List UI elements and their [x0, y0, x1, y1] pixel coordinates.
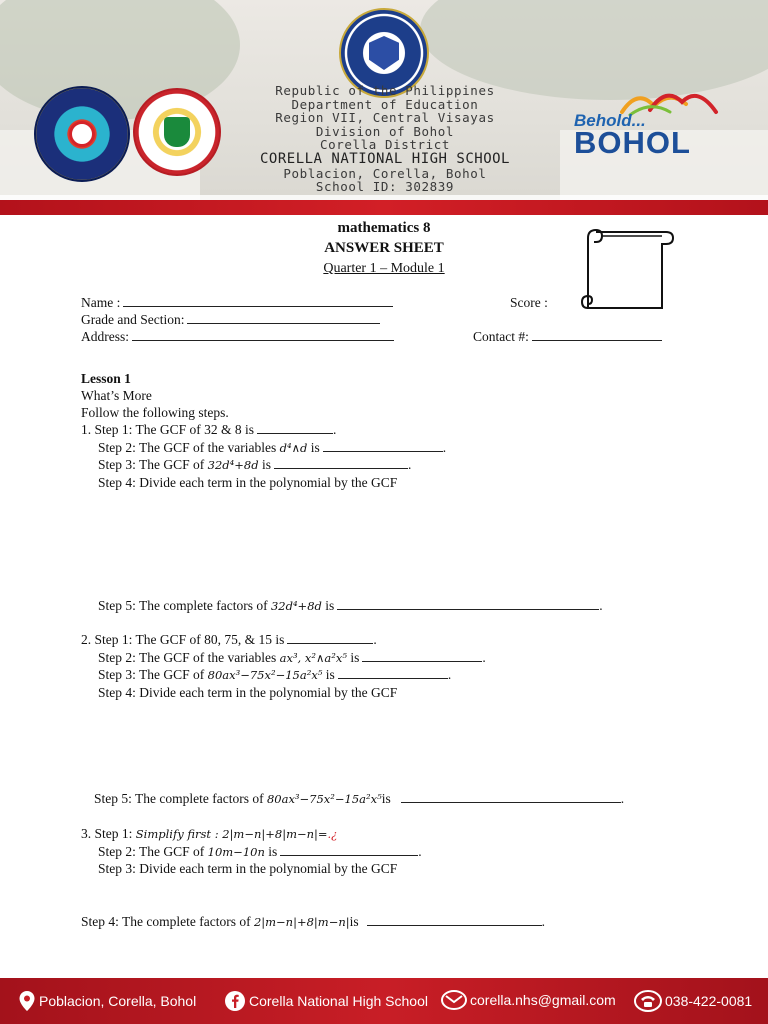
p2-step3-text: Step 3: The GCF of: [98, 667, 205, 682]
footer-location: [18, 990, 196, 1012]
p2-step3-is: is: [325, 667, 335, 682]
footer-phone-text: 038-422-0081: [665, 993, 753, 1009]
p1-step2: Step 2: The GCF of the variables d⁴∧d is .: [98, 440, 447, 455]
lesson-section: What’s More: [81, 388, 152, 403]
facebook-icon: [224, 990, 246, 1012]
letterhead-line: Corella District: [319, 137, 450, 152]
letterhead-line: Republic of the Philippines: [275, 83, 495, 98]
p1-step5-answer-line[interactable]: [337, 598, 599, 610]
letterhead-line: Department of Education: [291, 96, 479, 112]
behold-text: Behold...: [574, 111, 646, 130]
p2-step2-is: is: [350, 650, 360, 665]
grade-section-field: [81, 312, 380, 328]
address-input-line[interactable]: [132, 329, 394, 341]
p1-step2-math: d⁴∧d: [279, 441, 308, 455]
p2-step3: Step 3: The GCF of 80ax³−75x²−15a²x⁵ is .: [98, 667, 452, 682]
footer-facebook: [224, 990, 428, 1012]
p1-step5-text: Step 5: The complete factors of: [98, 598, 268, 613]
email-icon: [441, 990, 467, 1010]
p3-step4-math: 2|m−n|+8|m−n|: [253, 915, 350, 929]
p3-step2-is: is: [268, 844, 278, 859]
footer-phone: [634, 990, 752, 1012]
subject-title: mathematics 8: [337, 220, 431, 236]
address-field: [81, 329, 394, 345]
p3-step1-symbol: .¿: [327, 827, 338, 841]
p1-step3-math: 32d⁴+8d: [207, 458, 259, 472]
p1-step4: Step 4: Divide each term in the polynomial by the GCF: [98, 475, 398, 490]
p3-step4-is: is: [349, 914, 359, 929]
p3-step2-math: 10m−10n: [207, 845, 265, 859]
p3-step1: [81, 826, 337, 842]
footer-email-text: corella.nhs@gmail.com: [470, 992, 616, 1008]
p1-step5: Step 5: The complete factors of 32d⁴+8d is .: [98, 598, 603, 613]
school-name: CORELLA NATIONAL HIGH SCHOOL: [259, 150, 510, 167]
footer-bar: [0, 978, 768, 1024]
letterhead: [0, 0, 768, 215]
footer-location-text: Poblacion, Corella, Bohol: [39, 993, 197, 1009]
header-red-stripe: [0, 200, 768, 215]
lesson-title: Lesson 1: [81, 371, 131, 386]
p2-step5-answer-line[interactable]: [401, 791, 621, 803]
p1-step3-answer-line[interactable]: [274, 457, 408, 469]
name-label: Name :: [81, 295, 121, 310]
p2-step5: Step 5: The complete factors of 80ax³−75x²−15a²x⁵is .: [94, 791, 625, 806]
contact-input-line[interactable]: [532, 329, 662, 341]
address-label: Address:: [81, 329, 129, 344]
behold-bohol-logo: [568, 84, 718, 160]
telephone-icon: [634, 990, 662, 1012]
quarter-module: Quarter 1 – Module 1: [323, 261, 445, 276]
p3-step4: Step 4: The complete factors of 2|m−n|+8|m−n|is .: [81, 914, 546, 929]
letterhead-line: Division of Bohol: [315, 123, 455, 139]
p1-step1-text: 1. Step 1: The GCF of 32 & 8 is: [81, 422, 255, 437]
p3-step3: Step 3: Divide each term in the polynomial by the GCF: [98, 861, 398, 876]
location-pin-icon: [18, 990, 36, 1012]
p3-step2: Step 2: The GCF of 10m−10n is .: [98, 844, 422, 859]
grade-section-input-line[interactable]: [187, 312, 380, 324]
p2-step2-math: ax³, x²∧a²x⁵: [279, 651, 347, 665]
school-id: School ID: 302839: [315, 179, 455, 194]
p1-step2-answer-line[interactable]: [323, 440, 443, 452]
p1-step5-math: 32d⁴+8d: [270, 599, 322, 613]
p1-step3-is: is: [261, 457, 271, 472]
p3-step1-math: Simplify first : 2|m−n|+8|m−n|=: [135, 827, 328, 841]
p1-step1: 1. Step 1: The GCF of 32 & 8 is .: [81, 422, 337, 437]
p3-step2-text: Step 2: The GCF of: [98, 844, 205, 859]
p2-step1-text: 2. Step 1: The GCF of 80, 75, & 15 is: [81, 632, 285, 647]
answer-sheet-title: ANSWER SHEET: [324, 240, 444, 256]
contact-field: [473, 329, 662, 345]
p1-step1-answer-line[interactable]: [257, 422, 333, 434]
p3-step1-text: 3. Step 1:: [81, 826, 133, 841]
name-field: [81, 295, 393, 311]
letterhead-text: [200, 84, 570, 194]
p2-step2: Step 2: The GCF of the variables ax³, x²∧a²x⁵ is .: [98, 650, 486, 665]
p2-step5-math: 80ax³−75x²−15a²x⁵: [266, 792, 382, 806]
school-address: Poblacion, Corella, Bohol: [283, 165, 487, 181]
p2-step3-math: 80ax³−75x²−15a²x⁵: [207, 668, 323, 682]
p1-step2-text: Step 2: The GCF of the variables: [98, 440, 277, 455]
division-of-bohol-seal-logo: [34, 86, 130, 182]
p2-step5-text: Step 5: The complete factors of: [94, 791, 264, 806]
name-input-line[interactable]: [123, 295, 393, 307]
p2-step5-is: is: [381, 791, 391, 806]
score-scroll-icon: [578, 224, 678, 316]
p3-step2-answer-line[interactable]: [280, 844, 418, 856]
p2-step1: 2. Step 1: The GCF of 80, 75, & 15 is .: [81, 632, 377, 647]
p3-step4-answer-line[interactable]: [367, 914, 542, 926]
p3-step4-text: Step 4: The complete factors of: [81, 914, 251, 929]
p2-step3-answer-line[interactable]: [338, 667, 448, 679]
p2-step2-answer-line[interactable]: [362, 650, 482, 662]
score-label: Score :: [510, 295, 548, 310]
grade-section-label: Grade and Section:: [81, 312, 185, 327]
bohol-text: BOHOL: [574, 125, 691, 160]
footer-facebook-text: Corella National High School: [249, 993, 428, 1009]
p2-step1-answer-line[interactable]: [287, 632, 373, 644]
contact-label: Contact #:: [473, 329, 529, 344]
lesson-instruction: Follow the following steps.: [81, 405, 229, 420]
p2-step4: Step 4: Divide each term in the polynomial by the GCF: [98, 685, 398, 700]
footer-email: [441, 990, 616, 1010]
p1-step3: Step 3: The GCF of 32d⁴+8d is .: [98, 457, 412, 472]
p2-step2-text: Step 2: The GCF of the variables: [98, 650, 277, 665]
letterhead-line: Region VII, Central Visayas: [275, 110, 495, 125]
p1-step3-text: Step 3: The GCF of: [98, 457, 205, 472]
p1-step5-is: is: [325, 598, 335, 613]
p1-step2-is: is: [310, 440, 320, 455]
